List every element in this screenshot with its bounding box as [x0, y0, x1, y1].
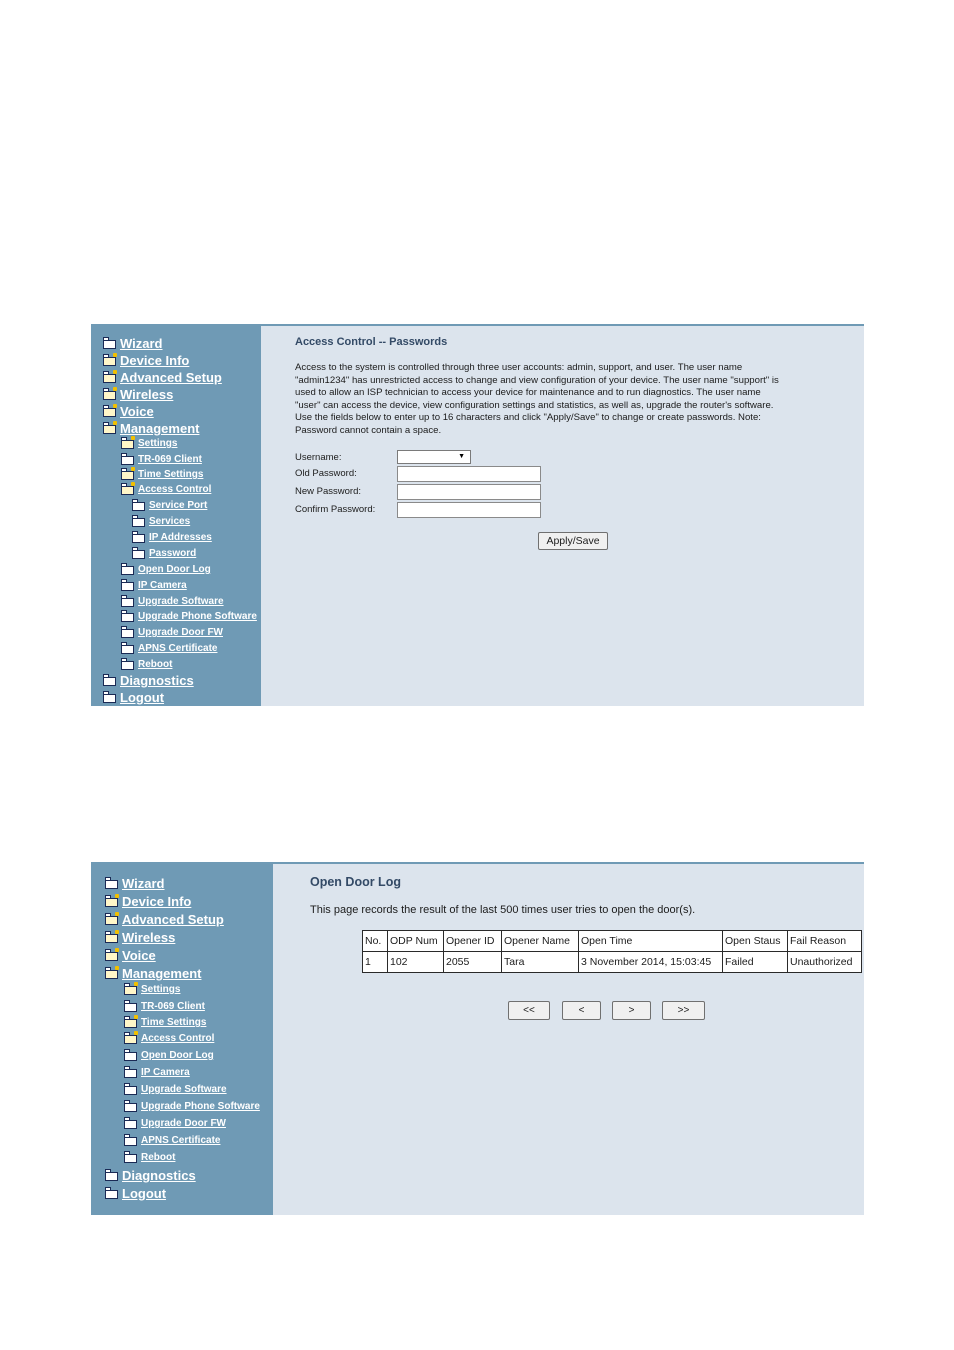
- folder-star-icon: [113, 404, 117, 408]
- folder-icon: [121, 644, 134, 654]
- apply-save-button[interactable]: Apply/Save: [538, 532, 608, 550]
- table-cell: 2055: [444, 952, 502, 973]
- sidebar-item-label[interactable]: Settings: [138, 438, 178, 449]
- sidebar-item-label[interactable]: Diagnostics: [122, 1168, 196, 1183]
- folder-icon: [132, 517, 145, 527]
- sidebar-item-label[interactable]: Password: [149, 548, 197, 559]
- sidebar-item-label[interactable]: Open Door Log: [138, 564, 211, 575]
- sidebar-item-label[interactable]: Logout: [122, 1186, 167, 1201]
- folder-star-icon: [131, 467, 135, 471]
- sidebar-item-label[interactable]: Reboot: [138, 659, 173, 670]
- sidebar-item-tr-069-client[interactable]: [121, 454, 202, 465]
- sidebar-item-settings[interactable]: [121, 438, 177, 449]
- sidebar-item-diagnostics[interactable]: [105, 1168, 196, 1183]
- username-label: Username:: [295, 452, 342, 463]
- sidebar-item-access-control[interactable]: [124, 1033, 214, 1044]
- table-cell: 102: [388, 952, 444, 973]
- folder-star-icon: [131, 482, 135, 486]
- sidebar-item-label[interactable]: Open Door Log: [141, 1050, 214, 1061]
- folder-icon: [121, 565, 134, 575]
- sidebar-item-label[interactable]: Upgrade Software: [141, 1084, 227, 1095]
- folder-star-icon: [115, 948, 119, 952]
- sidebar: [91, 864, 273, 1215]
- folder-icon: [103, 693, 116, 703]
- table-cell: Unauthorized: [788, 952, 862, 973]
- sidebar-item-upgrade-phone-software[interactable]: [121, 611, 257, 622]
- sidebar-item-label[interactable]: TR-069 Client: [141, 1001, 205, 1012]
- sidebar-item-label[interactable]: Management: [120, 421, 200, 436]
- last-page-button[interactable]: >>: [662, 1001, 705, 1020]
- sidebar-item-upgrade-door-fw[interactable]: [124, 1118, 226, 1129]
- open-folder-icon: [103, 373, 116, 383]
- sidebar-item-tr-069-client[interactable]: [124, 1001, 205, 1012]
- folder-star-icon: [134, 982, 138, 986]
- description-line: Password cannot contain a space.: [295, 424, 442, 436]
- folder-icon: [105, 1189, 118, 1199]
- open-folder-icon: [105, 951, 118, 961]
- new-password-label: New Password:: [295, 486, 361, 497]
- folder-icon: [124, 1068, 137, 1078]
- column-header-no: No.: [363, 931, 388, 952]
- folder-icon: [105, 1171, 118, 1181]
- description-line: "user" can access the device, view configuration settings and statistics, as well as, upgrade the router's software.: [295, 399, 774, 411]
- sidebar-item-apns-certificate[interactable]: [124, 1135, 220, 1146]
- page-title: Access Control -- Passwords: [295, 336, 448, 348]
- sidebar-item-label[interactable]: Voice: [122, 948, 156, 963]
- open-folder-icon: [121, 485, 134, 495]
- open-door-log-table: [362, 930, 862, 973]
- folder-star-icon: [115, 966, 119, 970]
- username-select[interactable]: [397, 450, 471, 464]
- sidebar-item-services[interactable]: [132, 516, 190, 527]
- open-folder-icon: [105, 933, 118, 943]
- sidebar-item-label[interactable]: Upgrade Phone Software: [138, 611, 257, 622]
- page-title: Open Door Log: [310, 875, 401, 889]
- sidebar-item-label[interactable]: Upgrade Door FW: [141, 1118, 226, 1129]
- table-cell: Failed: [723, 952, 788, 973]
- sidebar-item-label[interactable]: IP Camera: [138, 580, 187, 591]
- new-password-input[interactable]: [397, 484, 541, 500]
- sidebar-item-apns-certificate[interactable]: [121, 643, 217, 654]
- sidebar-item-device-info[interactable]: [103, 353, 189, 368]
- column-header-fail-reason: Fail Reason: [788, 931, 862, 952]
- sidebar-item-upgrade-software[interactable]: [124, 1084, 227, 1095]
- sidebar-item-management[interactable]: [103, 421, 199, 436]
- sidebar-item-upgrade-door-fw[interactable]: [121, 627, 223, 638]
- folder-icon: [121, 581, 134, 591]
- previous-page-button[interactable]: <: [562, 1001, 601, 1020]
- folder-icon: [121, 660, 134, 670]
- sidebar-item-upgrade-phone-software[interactable]: [124, 1101, 260, 1112]
- open-folder-icon: [121, 470, 134, 480]
- description-line: Use the fields below to enter up to 16 characters and click "Apply/Save" to change or create passwords. Note:: [295, 412, 761, 424]
- table-header-row: [363, 931, 862, 952]
- description-line: used to allow an ISP technician to access your device for maintenance and to run diagnostics. The user name: [295, 387, 761, 399]
- sidebar-item-open-door-log[interactable]: [124, 1050, 214, 1061]
- sidebar-item-label[interactable]: Wizard: [122, 876, 165, 891]
- sidebar-item-label[interactable]: IP Addresses: [149, 532, 212, 543]
- next-page-button[interactable]: >: [612, 1001, 651, 1020]
- column-header-opener-name: Opener Name: [502, 931, 579, 952]
- sidebar-item-label[interactable]: Device Info: [122, 894, 192, 909]
- folder-star-icon: [131, 436, 135, 440]
- folder-icon: [124, 1085, 137, 1095]
- table-cell: 1: [363, 952, 388, 973]
- folder-star-icon: [113, 421, 117, 425]
- sidebar-item-device-info[interactable]: [105, 894, 191, 909]
- sidebar-item-label[interactable]: Upgrade Door FW: [138, 627, 223, 638]
- column-header-open-time: Open Time: [579, 931, 723, 952]
- folder-icon: [105, 879, 118, 889]
- old-password-label: Old Password:: [295, 468, 357, 479]
- sidebar-item-upgrade-software[interactable]: [121, 596, 224, 607]
- folder-icon: [132, 533, 145, 543]
- folder-icon: [124, 1102, 137, 1112]
- sidebar-item-label[interactable]: APNS Certificate: [138, 643, 218, 654]
- folder-icon: [132, 549, 145, 559]
- folder-icon: [103, 676, 116, 686]
- folder-star-icon: [115, 912, 119, 916]
- main-content: [261, 326, 864, 706]
- sidebar-item-label[interactable]: TR-069 Client: [138, 454, 202, 465]
- sidebar-item-advanced-setup[interactable]: [105, 912, 224, 927]
- sidebar-item-label[interactable]: Services: [149, 516, 191, 527]
- folder-icon: [124, 1119, 137, 1129]
- open-door-log-panel: [91, 862, 864, 1215]
- page-description: [295, 362, 855, 438]
- open-folder-icon: [105, 897, 118, 907]
- sidebar-item-advanced-setup[interactable]: [103, 370, 222, 385]
- table-cell: Tara: [502, 952, 579, 973]
- sidebar-item-label[interactable]: Settings: [141, 984, 181, 995]
- sidebar-item-reboot[interactable]: [121, 659, 172, 670]
- folder-star-icon: [115, 894, 119, 898]
- sidebar-item-label[interactable]: Service Port: [149, 500, 208, 511]
- sidebar-item-label[interactable]: Wireless: [120, 387, 174, 402]
- column-header-open-staus: Open Staus: [723, 931, 788, 952]
- sidebar-item-voice[interactable]: [103, 404, 154, 419]
- main-content: [273, 864, 864, 1215]
- sidebar-item-label[interactable]: Upgrade Phone Software: [141, 1101, 260, 1112]
- description-line: Access to the system is controlled through three user accounts: admin, support, and user. The user name: [295, 362, 743, 373]
- sidebar-item-label[interactable]: Time Settings: [141, 1017, 207, 1028]
- open-folder-icon: [105, 969, 118, 979]
- folder-icon: [124, 1136, 137, 1146]
- column-header-opener-id: Opener ID: [444, 931, 502, 952]
- sidebar: [91, 326, 261, 706]
- folder-star-icon: [113, 387, 117, 391]
- folder-icon: [121, 612, 134, 622]
- sidebar-item-wizard[interactable]: [103, 336, 163, 351]
- sidebar-item-label[interactable]: Advanced Setup: [120, 370, 222, 385]
- open-folder-icon: [105, 915, 118, 925]
- sidebar-item-label[interactable]: Time Settings: [138, 469, 204, 480]
- table-row: [363, 952, 862, 973]
- folder-star-icon: [113, 353, 117, 357]
- confirm-password-input[interactable]: [397, 502, 541, 518]
- first-page-button[interactable]: <<: [508, 1001, 550, 1020]
- sidebar-item-ip-camera[interactable]: [124, 1067, 190, 1078]
- folder-star-icon: [113, 370, 117, 374]
- folder-star-icon: [134, 1031, 138, 1035]
- access-control-passwords-panel: [91, 324, 864, 706]
- open-folder-icon: [103, 356, 116, 366]
- sidebar-item-label[interactable]: Wizard: [120, 336, 163, 351]
- folder-icon: [121, 628, 134, 638]
- sidebar-item-ip-addresses[interactable]: [132, 532, 212, 543]
- sidebar-item-wireless[interactable]: [103, 387, 173, 402]
- sidebar-item-label[interactable]: Advanced Setup: [122, 912, 224, 927]
- open-folder-icon: [124, 985, 137, 995]
- folder-star-icon: [134, 1015, 138, 1019]
- sidebar-item-label[interactable]: Wireless: [122, 930, 176, 945]
- page-description: This page records the result of the last 500 times user tries to open the door(s).: [310, 904, 696, 916]
- open-folder-icon: [124, 1034, 137, 1044]
- sidebar-item-label[interactable]: Upgrade Software: [138, 596, 224, 607]
- sidebar-item-label[interactable]: Diagnostics: [120, 673, 194, 688]
- sidebar-item-wireless[interactable]: [105, 930, 175, 945]
- old-password-input[interactable]: [397, 466, 541, 482]
- sidebar-item-diagnostics[interactable]: [103, 673, 194, 688]
- folder-icon: [103, 339, 116, 349]
- sidebar-item-label[interactable]: Voice: [120, 404, 154, 419]
- open-folder-icon: [121, 439, 134, 449]
- folder-icon: [124, 1002, 137, 1012]
- sidebar-item-access-control[interactable]: [121, 484, 211, 495]
- folder-icon: [124, 1153, 137, 1163]
- open-folder-icon: [103, 407, 116, 417]
- sidebar-item-time-settings[interactable]: [124, 1017, 206, 1028]
- sidebar-item-label[interactable]: Management: [122, 966, 202, 981]
- open-folder-icon: [103, 424, 116, 434]
- sidebar-item-open-door-log[interactable]: [121, 564, 211, 575]
- column-header-odp-num: ODP Num: [388, 931, 444, 952]
- folder-star-icon: [115, 930, 119, 934]
- sidebar-item-voice[interactable]: [105, 948, 156, 963]
- folder-icon: [121, 455, 134, 465]
- sidebar-item-label[interactable]: Device Info: [120, 353, 190, 368]
- sidebar-item-label[interactable]: Reboot: [141, 1152, 176, 1163]
- sidebar-item-label[interactable]: APNS Certificate: [141, 1135, 221, 1146]
- sidebar-item-time-settings[interactable]: [121, 469, 203, 480]
- sidebar-item-ip-camera[interactable]: [121, 580, 187, 591]
- folder-icon: [132, 501, 145, 511]
- dropdown-arrow-icon: ▼: [458, 453, 465, 460]
- sidebar-item-wizard[interactable]: [105, 876, 165, 891]
- sidebar-item-reboot[interactable]: [124, 1152, 175, 1163]
- sidebar-item-label[interactable]: Access Control: [138, 484, 212, 495]
- confirm-password-label: Confirm Password:: [295, 504, 376, 515]
- description-line: "admin1234" has unrestricted access to change and view configuration of your device. The user name "support" is: [295, 374, 779, 386]
- sidebar-item-service-port[interactable]: [132, 500, 207, 511]
- sidebar-item-password[interactable]: [132, 548, 196, 559]
- sidebar-item-label[interactable]: Logout: [120, 690, 165, 705]
- sidebar-item-label[interactable]: IP Camera: [141, 1067, 190, 1078]
- sidebar-item-settings[interactable]: [124, 984, 180, 995]
- sidebar-item-logout[interactable]: [105, 1186, 166, 1201]
- open-folder-icon: [124, 1018, 137, 1028]
- sidebar-item-logout[interactable]: [103, 690, 164, 705]
- folder-icon: [124, 1051, 137, 1061]
- sidebar-item-management[interactable]: [105, 966, 201, 981]
- folder-icon: [121, 597, 134, 607]
- open-folder-icon: [103, 390, 116, 400]
- table-cell: 3 November 2014, 15:03:45: [579, 952, 723, 973]
- sidebar-item-label[interactable]: Access Control: [141, 1033, 215, 1044]
